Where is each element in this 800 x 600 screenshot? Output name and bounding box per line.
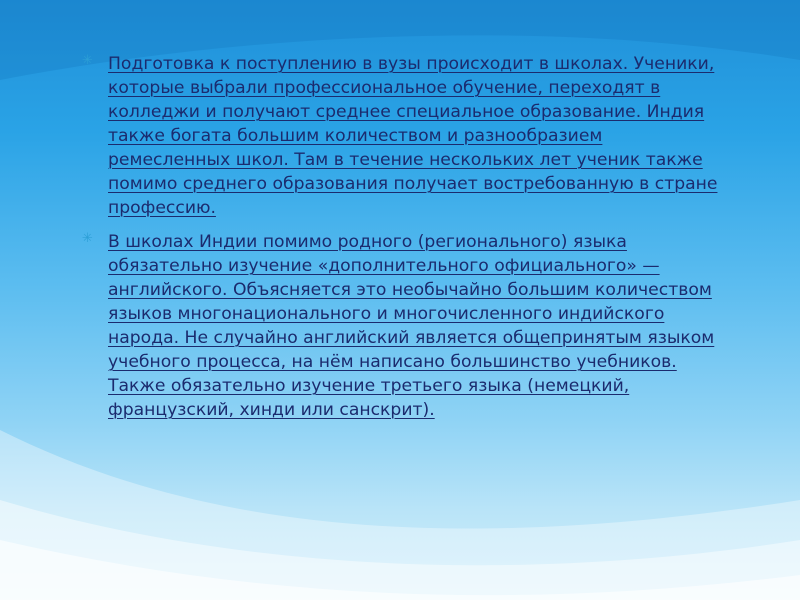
star-bullet-icon: ✳ [82,53,93,68]
bullet-item-2 [80,230,720,422]
bullet-text-2[interactable]: В школах Индии помимо родного (регионального) языка обязательно изучение «дополнительного официального» — английского. Объясняется это необычайно большим количеством языков многонационального и многочисленного индийского народа. Не случайно английский является общепринятым языком учебного процесса, на нём написано большинство учебников. Также обязательно изучение третьего языка (немецкий, французский, хинди или санскрит). [108,232,715,420]
bullet-item-1 [80,52,720,220]
star-bullet-icon: ✳ [82,231,93,246]
slide-body [80,52,720,432]
bullet-text-1[interactable]: Подготовка к поступлению в вузы происходит в школах. Ученики, которые выбрали профессиональное обучение, переходят в колледжи и получают среднее специальное образование. Индия также богата большим количеством и разнообразием ремесленных школ. Там в течение нескольких лет ученик также помимо среднего образования получает востребованную в стране профессию. [108,54,718,218]
